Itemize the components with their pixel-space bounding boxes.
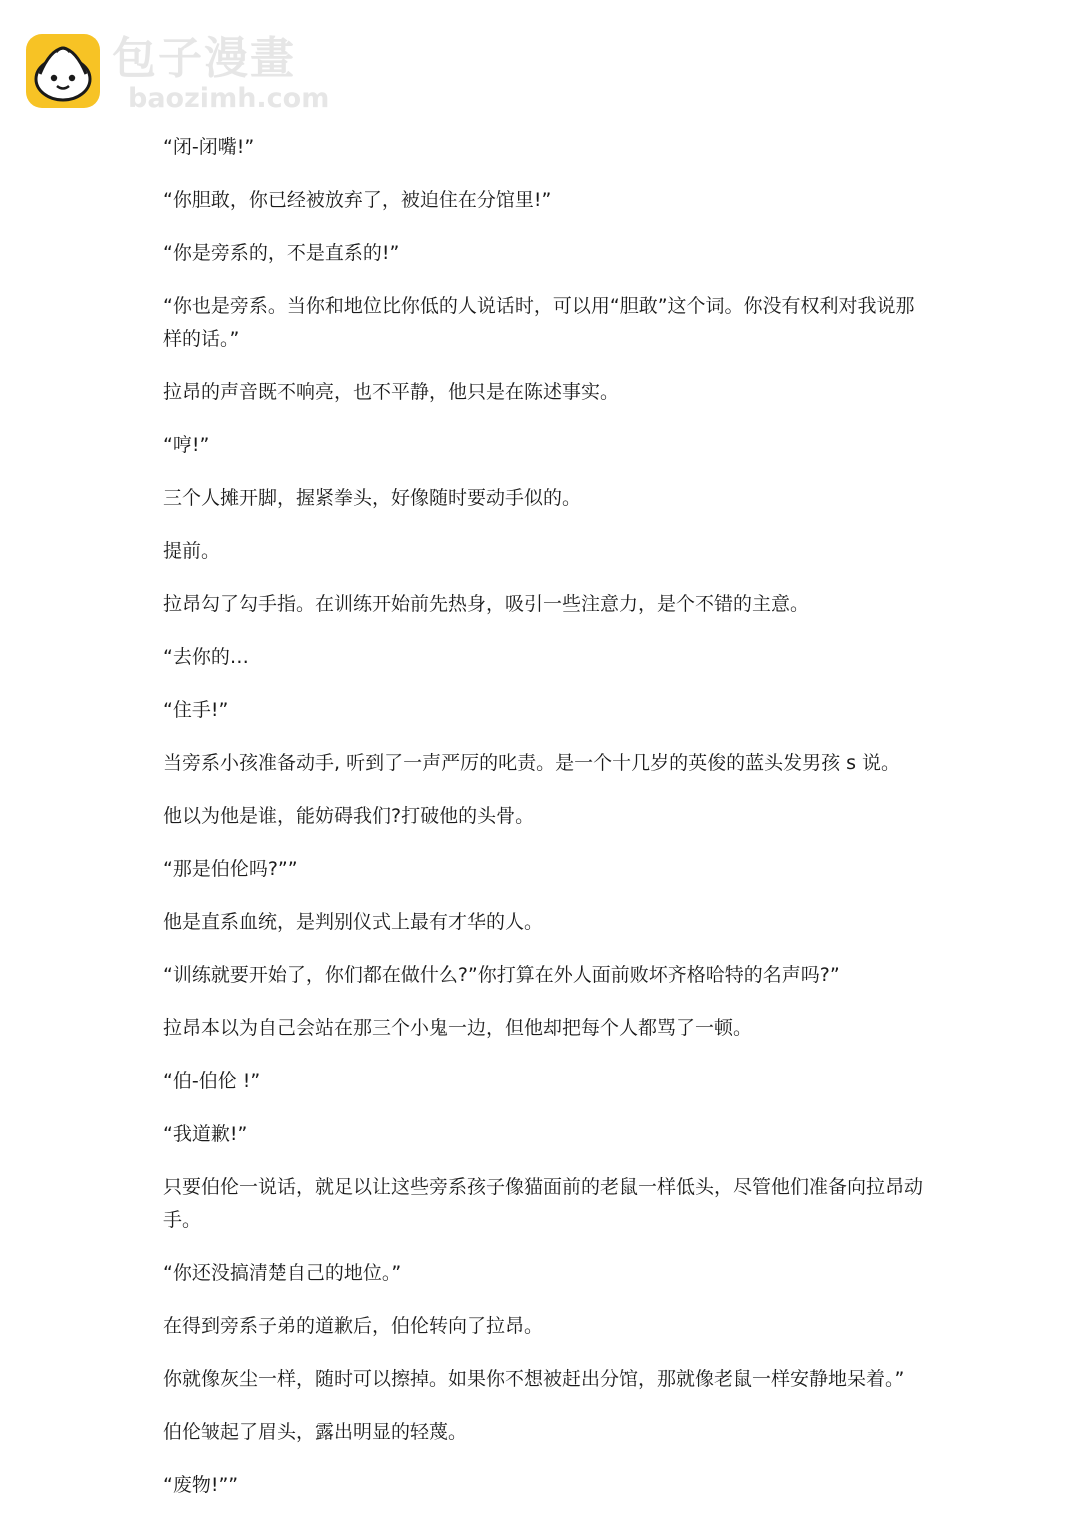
paragraph: “住手!” xyxy=(163,699,229,721)
paragraph: “你还没搞清楚自己的地位。” xyxy=(163,1262,402,1284)
paragraph: 他以为他是谁，能妨碍我们?打破他的头骨。 xyxy=(163,805,535,827)
paragraph: 提前。 xyxy=(163,540,221,562)
paragraph: 三个人摊开脚，握紧拳头，好像随时要动手似的。 xyxy=(163,487,582,509)
paragraph: “闭-闭嘴!” xyxy=(163,136,255,158)
paragraph: 你就像灰尘一样，随时可以擦掉。如果你不想被赶出分馆，那就像老鼠一样安静地呆着。” xyxy=(163,1368,905,1390)
paragraph: 他是直系血统，是判别仪式上最有才华的人。 xyxy=(163,911,544,933)
watermark-url: baozimh.com xyxy=(128,83,330,114)
paragraph: 拉昂勾了勾手指。在训练开始前先热身，吸引一些注意力，是个不错的主意。 xyxy=(163,593,810,615)
paragraph: “训练就要开始了，你们都在做什么?”你打算在外人面前败坏齐格哈特的名声吗?” xyxy=(163,964,840,986)
paragraph: “去你的… xyxy=(163,646,249,668)
paragraph: 伯伦皱起了眉头，露出明显的轻蔑。 xyxy=(163,1421,468,1443)
paragraph: 在得到旁系子弟的道歉后，伯伦转向了拉昂。 xyxy=(163,1315,544,1337)
paragraph: “你胆敢，你已经被放弃了，被迫住在分馆里!” xyxy=(163,189,552,211)
paragraph: “哼!” xyxy=(163,434,210,456)
paragraph: “你也是旁系。当你和地位比你低的人说话时，可以用“胆敢”这个词。你没有权利对我说那样的话。” xyxy=(163,295,915,350)
paragraph: “你是旁系的，不是直系的!” xyxy=(163,242,400,264)
paragraph: 拉昂本以为自己会站在那三个小鬼一边，但他却把每个人都骂了一顿。 xyxy=(163,1017,753,1039)
paragraph: “废物!”” xyxy=(163,1474,239,1496)
watermark-title: 包子漫畫 xyxy=(112,33,296,84)
paragraph: “那是伯伦吗?”” xyxy=(163,858,298,880)
paragraph: “我道歉!” xyxy=(163,1123,248,1145)
paragraph: 只要伯伦一说话，就足以让这些旁系孩子像猫面前的老鼠一样低头，尽管他们准备向拉昂动手。 xyxy=(163,1176,924,1231)
paragraph: “伯-伯伦 !” xyxy=(163,1070,261,1092)
paragraph: 拉昂的声音既不响亮，也不平静，他只是在陈述事实。 xyxy=(163,381,620,403)
article-body xyxy=(163,131,923,1522)
bun-face-icon xyxy=(26,34,100,108)
watermark-logo xyxy=(26,33,330,114)
paragraph: 当旁系小孩准备动手, 听到了一声严厉的叱责。是一个十几岁的英俊的蓝头发男孩 s 说。 xyxy=(163,752,901,774)
